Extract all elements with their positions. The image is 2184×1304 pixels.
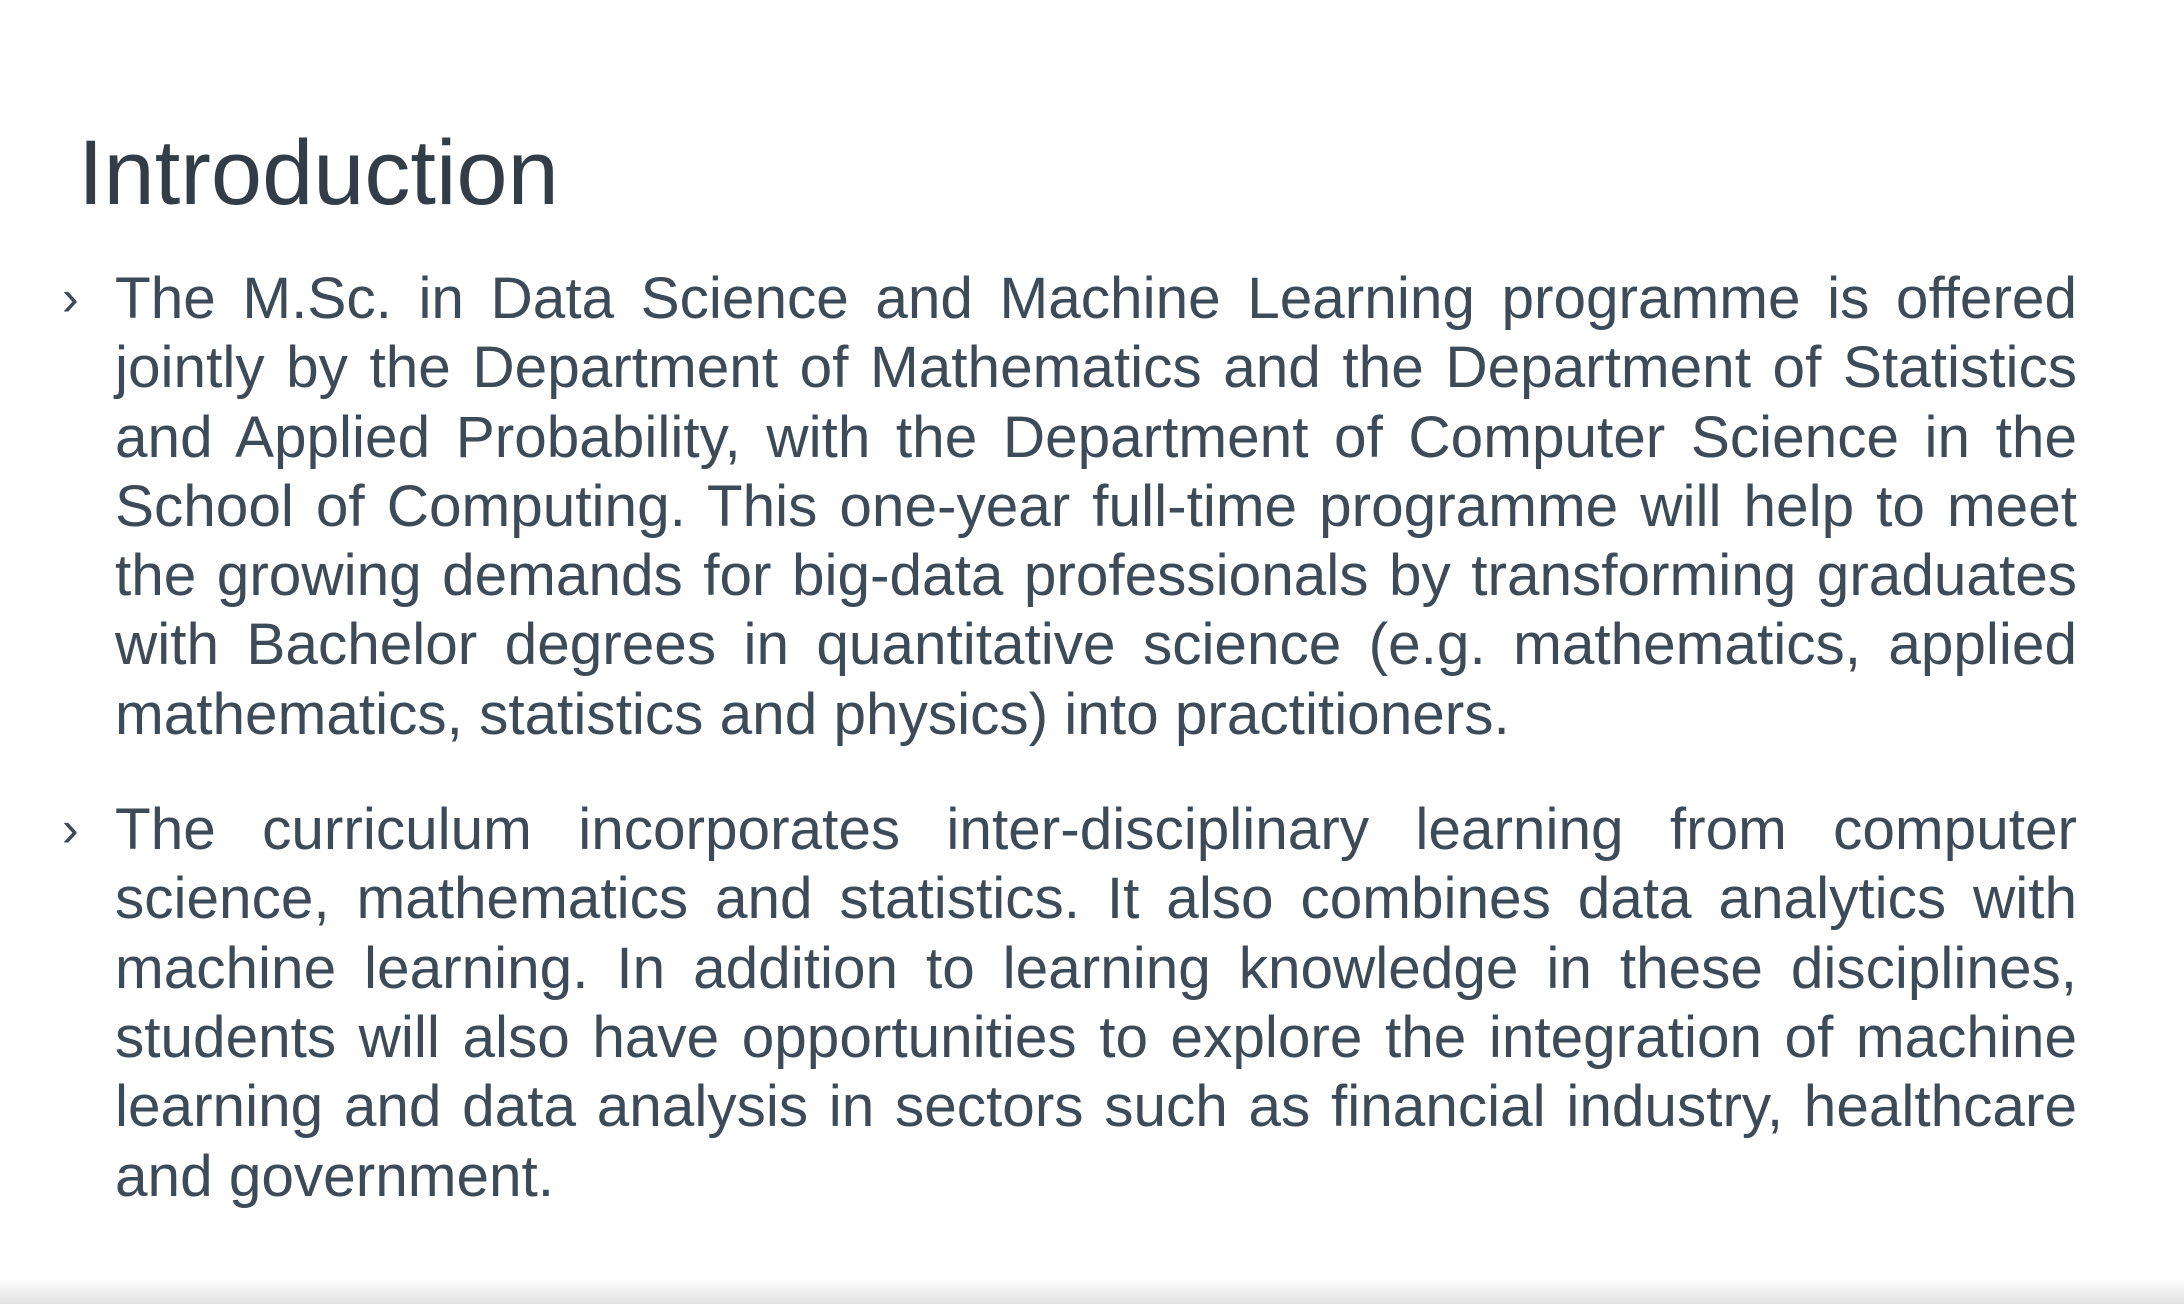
chevron-right-icon: › (62, 270, 79, 326)
bullet-text: The M.Sc. in Data Science and Machine Learning programme is offered jointly by the Department of Mathematics and the Department of Statistics and Applied Probability, with the Department of Computer Science in the School of Computing. This one-year full-time programme will help to meet the growing demands for big-data professionals by transforming graduates with Bachelor degrees in quantitative science (e.g. mathematics, applied mathematics, statistics and physics) into practitioners. (115, 266, 2077, 747)
bullet-text: The curriculum incorporates inter-disciplinary learning from computer science, mathematics and statistics. It also combines data analytics with machine learning. In addition to learning knowledge in these disciplines, students will also have opportunities to explore the integration of machine learning and data analysis in sectors such as financial industry, healthcare and government. (115, 797, 2077, 1209)
bottom-edge-shadow (0, 1278, 2184, 1304)
chevron-right-icon: › (62, 801, 79, 858)
bullet-item (0, 264, 2184, 749)
slide-title: Introduction (78, 122, 559, 224)
bullet-item (0, 795, 2184, 1211)
bullet-list (0, 264, 2184, 1257)
